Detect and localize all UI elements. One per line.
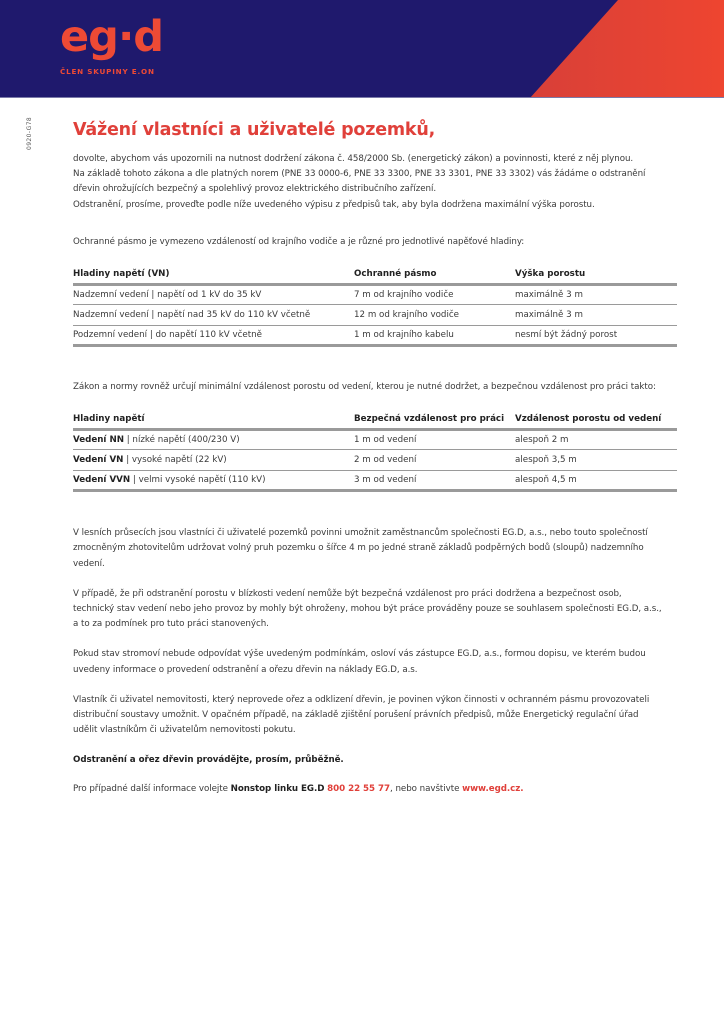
table-cell: 7 m od krajního vodiče xyxy=(354,284,515,305)
voltage-level-desc: | vysoké napětí (22 kV) xyxy=(123,454,227,465)
table-header-row xyxy=(73,264,677,284)
paragraph-line: vedení. xyxy=(73,558,105,569)
table-cell xyxy=(73,429,354,450)
hotline-phone-link[interactable]: 800 22 55 77 xyxy=(327,783,391,794)
table-row xyxy=(73,284,677,305)
paragraph-safety xyxy=(73,587,679,633)
intro-line: dřevin ohrožujících bezpečný a spolehlivý provoz elektrického distribučního zařízení. xyxy=(73,184,437,195)
table-cell: alespoň 3,5 m xyxy=(515,450,677,471)
paragraph-owner-duty xyxy=(73,693,679,739)
paragraph-line: a to za podmínek pro tuto práci stanovených. xyxy=(73,619,269,630)
table-cell: 2 m od vedení xyxy=(354,450,515,471)
column-header: Vzdálenost porostu od vedení xyxy=(515,409,677,429)
intro-line: Na základě tohoto zákona a dle platných norem (PNE 33 0000-6, PNE 33 3300, PNE 33 3301, PNE 33 3302) vás žádáme o odstranění xyxy=(73,169,646,180)
table-row xyxy=(73,305,677,326)
table-row xyxy=(73,429,677,450)
voltage-level-name: Vedení NN xyxy=(73,434,124,445)
paragraph-line: Vlastník či uživatel nemovitosti, který neprovede ořez a odklizení dřevin, je povinen výkon činnosti v ochranném pásmu provozovateli xyxy=(73,694,650,705)
paragraph-line: udělit vlastníkům či uživatelům nemovitosti pokutu. xyxy=(73,725,296,736)
column-header: Hladiny napětí xyxy=(73,409,354,429)
paragraph-line: zmocněným zhotovitelům udržovat volný pruh pozemku o šířce 4 m po jedné straně základů podpěrných bodů (sloupů) nadzemního xyxy=(73,543,644,554)
column-header: Výška porostu xyxy=(515,264,677,284)
table-cell: maximálně 3 m xyxy=(515,305,677,326)
website-link[interactable]: www.egd.cz. xyxy=(462,783,524,794)
column-header: Bezpečná vzdálenost pro práci xyxy=(354,409,515,429)
table-cell: Nadzemní vedení | napětí nad 35 kV do 110 kV včetně xyxy=(73,305,354,326)
contact-middle: , nebo navštivte xyxy=(390,783,463,794)
table-cell: nesmí být žádný porost xyxy=(515,325,677,346)
letter-body xyxy=(73,118,679,797)
table-cell: Nadzemní vedení | napětí od 1 kV do 35 kV xyxy=(73,284,354,305)
document-code: 0920-G78 xyxy=(26,116,33,150)
table-cell: Podzemní vedení | do napětí 110 kV včetně xyxy=(73,325,354,346)
table-row xyxy=(73,450,677,471)
voltage-level-name: Vedení VN xyxy=(73,454,124,465)
contact-line xyxy=(73,782,679,797)
table2-caption: Zákon a normy rovněž určují minimální vzdálenost porostu od vedení, kterou je nutné dodržet, a bezpečnou vzdálenost pro práci takto: xyxy=(73,382,656,393)
table-cell: 12 m od krajního vodiče xyxy=(354,305,515,326)
request-text: Odstranění a ořez dřevin provádějte, prosím, průběžně. xyxy=(73,755,344,766)
paragraph-line: V lesních průsecích jsou vlastníci či uživatelé pozemků povinni umožnit zaměstnancům společnosti EG.D, a.s., nebo touto společností xyxy=(73,528,648,539)
logo-subtitle: ČLEN SKUPINY E.ON xyxy=(60,67,155,76)
intro-line: dovolte, abychom vás upozornili na nutnost dodržení zákona č. 458/2000 Sb. (energetický zákon) a povinnosti, které z něj plynou. xyxy=(73,154,634,164)
table-cell: maximálně 3 m xyxy=(515,284,677,305)
intro-paragraph xyxy=(73,152,679,213)
paragraph-forest-corridors xyxy=(73,526,679,572)
table-cell xyxy=(73,450,354,471)
table-header-row xyxy=(73,409,677,429)
egd-logo xyxy=(60,12,164,76)
paragraph-tree-condition xyxy=(73,647,679,677)
paragraph-line: technický stav vedení nebo jeho provoz by mohly být ohroženy, mohou být práce prováděny pouze se souhlasem společnosti EG.D, a.s., xyxy=(73,604,662,615)
table-cell xyxy=(73,470,354,491)
table-cell: 3 m od vedení xyxy=(354,470,515,491)
voltage-level-name: Vedení VVN xyxy=(73,474,131,485)
paragraph-line: distribuční soustavy umožnit. V opačném případě, na základě zjištění porušení právních předpisů, může Energetický regulační úřad xyxy=(73,710,639,721)
header-banner xyxy=(0,0,724,98)
logo-mark: eg·d xyxy=(60,12,164,62)
table-cell: 1 m od krajního kabelu xyxy=(354,325,515,346)
safe-distance-table xyxy=(73,409,677,492)
intro-line: Odstranění, prosíme, proveďte podle níže uvedeného výpisu z předpisů tak, aby byla dodržena maximální výška porostu. xyxy=(73,199,595,210)
protection-zone-table xyxy=(73,264,677,347)
hotline-label: Nonstop linku EG.D xyxy=(230,783,325,794)
column-header: Hladiny napětí (VN) xyxy=(73,264,354,284)
table-row xyxy=(73,325,677,346)
contact-prefix: Pro případné další informace volejte xyxy=(73,783,231,794)
paragraph-line: uvedeny informace o provedení odstranění a ořezu dřevin na náklady EG.D, a.s. xyxy=(73,664,418,675)
voltage-level-desc: | velmi vysoké napětí (110 kV) xyxy=(130,474,266,485)
table-cell: 1 m od vedení xyxy=(354,429,515,450)
voltage-level-desc: | nízké napětí (400/230 V) xyxy=(123,434,240,445)
paragraph-line: V případě, že při odstranění porostu v blízkosti vedení nemůže být bezpečná vzdálenost pro práci dodržena a bezpečnost osob, xyxy=(73,588,622,599)
paragraph-line: Pokud stav stromoví nebude odpovídat výše uvedeným podmínkám, osloví vás zástupce EG.D, a.s., formou dopisu, ve kterém budou xyxy=(73,649,646,660)
table-cell: alespoň 4,5 m xyxy=(515,470,677,491)
table1-caption: Ochranné pásmo je vymezeno vzdáleností od krajního vodiče a je různé pro jednotlivé napěťové hladiny: xyxy=(73,236,525,247)
table-row xyxy=(73,470,677,491)
column-header: Ochranné pásmo xyxy=(354,264,515,284)
table-cell: alespoň 2 m xyxy=(515,429,677,450)
page-title: Vážení vlastníci a uživatelé pozemků, xyxy=(73,120,436,140)
paragraph-request xyxy=(73,753,679,768)
